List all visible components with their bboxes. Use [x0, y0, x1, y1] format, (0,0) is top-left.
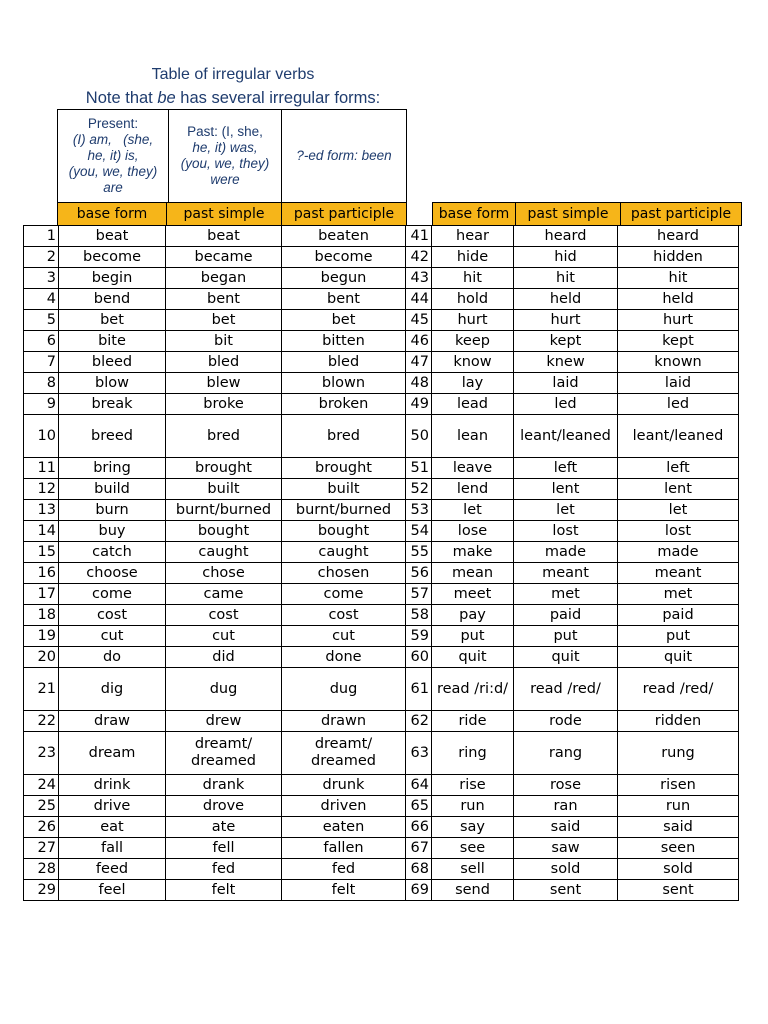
left-past-participle-cell: burnt/burned [282, 500, 406, 521]
right-number-cell: 45 [406, 310, 432, 331]
right-number-cell: 47 [406, 352, 432, 373]
right-past-simple-cell: leant/leaned [514, 415, 618, 458]
left-number-cell: 14 [24, 521, 59, 542]
right-number-cell: 55 [406, 542, 432, 563]
table-row [24, 373, 739, 394]
right-base-form-cell: keep [432, 331, 514, 352]
left-base-form-cell: eat [59, 817, 166, 838]
header-row-left [57, 202, 407, 226]
left-number-cell: 6 [24, 331, 59, 352]
right-base-form-cell: lean [432, 415, 514, 458]
table-row [24, 310, 739, 331]
ed-form-value: been [361, 148, 392, 163]
right-base-form-cell: lend [432, 479, 514, 500]
right-number-cell: 46 [406, 331, 432, 352]
table-title: Table of irregular verbs [151, 66, 315, 83]
right-number-cell: 60 [406, 647, 432, 668]
right-past-simple-cell: rode [514, 711, 618, 732]
table-row [24, 838, 739, 859]
left-number-cell: 10 [24, 415, 59, 458]
table-row [24, 352, 739, 373]
right-number-cell: 68 [406, 859, 432, 880]
left-number-cell: 9 [24, 394, 59, 415]
table-row [24, 268, 739, 289]
left-number-cell: 26 [24, 817, 59, 838]
left-past-participle-cell: done [282, 647, 406, 668]
left-base-form-cell: bring [59, 458, 166, 479]
left-base-form-cell: become [59, 247, 166, 268]
right-past-simple-cell: knew [514, 352, 618, 373]
right-past-simple-cell: met [514, 584, 618, 605]
left-base-form-cell: drive [59, 796, 166, 817]
right-base-form-cell: mean [432, 563, 514, 584]
left-base-form-cell: dig [59, 668, 166, 711]
right-past-simple-cell: paid [514, 605, 618, 626]
right-past-participle-cell: heard [618, 226, 739, 247]
left-past-participle-cell: cost [282, 605, 406, 626]
left-number-cell: 22 [24, 711, 59, 732]
left-number-cell: 13 [24, 500, 59, 521]
right-base-form-cell: see [432, 838, 514, 859]
be-past-cell [169, 110, 282, 203]
left-past-participle-cell: fallen [282, 838, 406, 859]
right-number-cell: 49 [406, 394, 432, 415]
right-number-cell: 62 [406, 711, 432, 732]
left-number-cell: 16 [24, 563, 59, 584]
left-number-cell: 5 [24, 310, 59, 331]
right-base-form-cell: hold [432, 289, 514, 310]
right-past-participle-cell: lent [618, 479, 739, 500]
right-number-cell: 66 [406, 817, 432, 838]
present-i-am: (I) am, [72, 132, 112, 147]
left-base-form-cell: build [59, 479, 166, 500]
left-past-simple-cell: beat [166, 226, 282, 247]
present-you-we-they: (you, we, they) [68, 164, 158, 179]
left-base-form-cell: catch [59, 542, 166, 563]
header-past-simple: past simple [516, 203, 621, 226]
left-past-simple-cell: brought [166, 458, 282, 479]
left-past-simple-cell: did [166, 647, 282, 668]
left-past-simple-cell: bled [166, 352, 282, 373]
left-past-simple-cell: bought [166, 521, 282, 542]
right-past-participle-cell: lost [618, 521, 739, 542]
right-base-form-cell: make [432, 542, 514, 563]
right-number-cell: 64 [406, 775, 432, 796]
right-past-participle-cell: sold [618, 859, 739, 880]
left-base-form-cell: bet [59, 310, 166, 331]
table-row [24, 732, 739, 775]
left-number-cell: 20 [24, 647, 59, 668]
left-past-participle-cell: chosen [282, 563, 406, 584]
present-she: (she, [123, 132, 154, 147]
left-past-simple-cell: dug [166, 668, 282, 711]
left-base-form-cell: bleed [59, 352, 166, 373]
right-base-form-cell: ring [432, 732, 514, 775]
right-number-cell: 69 [406, 880, 432, 901]
right-past-participle-cell: seen [618, 838, 739, 859]
right-past-participle-cell: laid [618, 373, 739, 394]
right-past-simple-cell: made [514, 542, 618, 563]
right-past-simple-cell: hurt [514, 310, 618, 331]
right-base-form-cell: know [432, 352, 514, 373]
left-past-simple-cell: cut [166, 626, 282, 647]
right-number-cell: 67 [406, 838, 432, 859]
table-row [24, 542, 739, 563]
right-past-simple-cell: hit [514, 268, 618, 289]
left-past-participle-cell: brought [282, 458, 406, 479]
left-past-participle-cell: dreamt/ dreamed [282, 732, 406, 775]
table-row [24, 458, 739, 479]
left-base-form-cell: beat [59, 226, 166, 247]
right-base-form-cell: put [432, 626, 514, 647]
table-row [24, 775, 739, 796]
left-number-cell: 18 [24, 605, 59, 626]
left-past-simple-cell: drew [166, 711, 282, 732]
left-base-form-cell: choose [59, 563, 166, 584]
right-past-participle-cell: meant [618, 563, 739, 584]
table-row [24, 331, 739, 352]
right-past-simple-cell: ran [514, 796, 618, 817]
right-past-participle-cell: let [618, 500, 739, 521]
left-past-participle-cell: bought [282, 521, 406, 542]
right-number-cell: 58 [406, 605, 432, 626]
right-past-participle-cell: hit [618, 268, 739, 289]
table-row [24, 626, 739, 647]
table-row [24, 500, 739, 521]
right-base-form-cell: sell [432, 859, 514, 880]
right-base-form-cell: hear [432, 226, 514, 247]
table-row [24, 880, 739, 901]
table-row [24, 859, 739, 880]
right-base-form-cell: quit [432, 647, 514, 668]
be-forms-table [57, 109, 407, 203]
left-past-simple-cell: came [166, 584, 282, 605]
right-base-form-cell: hurt [432, 310, 514, 331]
left-number-cell: 3 [24, 268, 59, 289]
right-number-cell: 52 [406, 479, 432, 500]
left-past-simple-cell: bet [166, 310, 282, 331]
table-row [24, 584, 739, 605]
left-base-form-cell: burn [59, 500, 166, 521]
left-number-cell: 29 [24, 880, 59, 901]
past-he-it-was: he, it) was, [192, 140, 258, 155]
table-row [24, 289, 739, 310]
right-past-simple-cell: lost [514, 521, 618, 542]
left-number-cell: 4 [24, 289, 59, 310]
left-past-simple-cell: fell [166, 838, 282, 859]
past-you-we-they: (you, we, they) [180, 156, 270, 171]
left-base-form-cell: breed [59, 415, 166, 458]
right-base-form-cell: say [432, 817, 514, 838]
left-past-simple-cell: fed [166, 859, 282, 880]
right-number-cell: 63 [406, 732, 432, 775]
present-he-it-is: he, it) is, [87, 148, 139, 163]
left-number-cell: 15 [24, 542, 59, 563]
left-past-participle-cell: drawn [282, 711, 406, 732]
table-row [24, 415, 739, 458]
right-number-cell: 59 [406, 626, 432, 647]
right-base-form-cell: send [432, 880, 514, 901]
left-past-simple-cell: broke [166, 394, 282, 415]
table-subtitle [0, 89, 466, 108]
right-base-form-cell: lay [432, 373, 514, 394]
right-past-simple-cell: led [514, 394, 618, 415]
right-base-form-cell: meet [432, 584, 514, 605]
right-number-cell: 54 [406, 521, 432, 542]
present-line [60, 132, 166, 148]
right-base-form-cell: hide [432, 247, 514, 268]
right-number-cell: 48 [406, 373, 432, 394]
right-number-cell: 53 [406, 500, 432, 521]
right-base-form-cell: lose [432, 521, 514, 542]
right-past-simple-cell: sold [514, 859, 618, 880]
left-past-simple-cell: built [166, 479, 282, 500]
table-row [24, 226, 739, 247]
left-past-simple-cell: bit [166, 331, 282, 352]
right-number-cell: 51 [406, 458, 432, 479]
right-past-participle-cell: hurt [618, 310, 739, 331]
right-base-form-cell: hit [432, 268, 514, 289]
table-row [24, 394, 739, 415]
left-number-cell: 17 [24, 584, 59, 605]
left-past-simple-cell: drank [166, 775, 282, 796]
right-past-simple-cell: read /red/ [514, 668, 618, 711]
right-past-participle-cell: ridden [618, 711, 739, 732]
table-row [24, 796, 739, 817]
left-number-cell: 24 [24, 775, 59, 796]
right-past-simple-cell: laid [514, 373, 618, 394]
left-number-cell: 21 [24, 668, 59, 711]
right-number-cell: 43 [406, 268, 432, 289]
left-number-cell: 8 [24, 373, 59, 394]
left-base-form-cell: feed [59, 859, 166, 880]
left-number-cell: 2 [24, 247, 59, 268]
right-past-participle-cell: met [618, 584, 739, 605]
table-row [24, 479, 739, 500]
left-base-form-cell: fall [59, 838, 166, 859]
left-past-simple-cell: began [166, 268, 282, 289]
right-past-simple-cell: said [514, 817, 618, 838]
left-past-participle-cell: felt [282, 880, 406, 901]
left-number-cell: 25 [24, 796, 59, 817]
left-base-form-cell: drink [59, 775, 166, 796]
left-past-participle-cell: fed [282, 859, 406, 880]
left-past-participle-cell: bent [282, 289, 406, 310]
table-row [24, 817, 739, 838]
left-past-simple-cell: drove [166, 796, 282, 817]
left-past-participle-cell: built [282, 479, 406, 500]
left-past-participle-cell: drunk [282, 775, 406, 796]
right-number-cell: 61 [406, 668, 432, 711]
left-past-simple-cell: felt [166, 880, 282, 901]
right-past-participle-cell: quit [618, 647, 739, 668]
verbs-table [23, 225, 739, 901]
left-base-form-cell: cut [59, 626, 166, 647]
left-base-form-cell: blow [59, 373, 166, 394]
left-past-participle-cell: bred [282, 415, 406, 458]
left-base-form-cell: come [59, 584, 166, 605]
left-base-form-cell: bend [59, 289, 166, 310]
left-past-simple-cell: bent [166, 289, 282, 310]
ed-form-label: ?-ed form: [296, 148, 362, 163]
past-were: were [210, 172, 240, 187]
left-number-cell: 7 [24, 352, 59, 373]
right-past-participle-cell: sent [618, 880, 739, 901]
right-past-simple-cell: held [514, 289, 618, 310]
right-past-participle-cell: rung [618, 732, 739, 775]
left-base-form-cell: do [59, 647, 166, 668]
right-base-form-cell: rise [432, 775, 514, 796]
left-past-participle-cell: beaten [282, 226, 406, 247]
right-past-simple-cell: kept [514, 331, 618, 352]
right-past-simple-cell: rose [514, 775, 618, 796]
table-row [24, 521, 739, 542]
left-past-participle-cell: bled [282, 352, 406, 373]
be-present-cell [58, 110, 169, 203]
left-number-cell: 23 [24, 732, 59, 775]
right-past-simple-cell: let [514, 500, 618, 521]
right-past-participle-cell: leant/leaned [618, 415, 739, 458]
table-row [24, 563, 739, 584]
right-past-simple-cell: meant [514, 563, 618, 584]
right-number-cell: 41 [406, 226, 432, 247]
left-past-participle-cell: begun [282, 268, 406, 289]
right-past-participle-cell: put [618, 626, 739, 647]
right-number-cell: 57 [406, 584, 432, 605]
table-row [24, 247, 739, 268]
header-base-form: base form [433, 203, 516, 226]
table-row [24, 605, 739, 626]
left-past-participle-cell: caught [282, 542, 406, 563]
subtitle-text-end: has several irregular forms: [175, 89, 381, 107]
right-past-participle-cell: left [618, 458, 739, 479]
right-past-simple-cell: lent [514, 479, 618, 500]
right-base-form-cell: lead [432, 394, 514, 415]
left-past-participle-cell: become [282, 247, 406, 268]
left-base-form-cell: begin [59, 268, 166, 289]
right-base-form-cell: let [432, 500, 514, 521]
past-heading: Past: (I, she, [187, 124, 263, 139]
right-number-cell: 65 [406, 796, 432, 817]
right-past-simple-cell: saw [514, 838, 618, 859]
left-base-form-cell: buy [59, 521, 166, 542]
left-number-cell: 19 [24, 626, 59, 647]
left-past-participle-cell: bitten [282, 331, 406, 352]
table-row [24, 711, 739, 732]
left-base-form-cell: draw [59, 711, 166, 732]
header-past-participle: past participle [282, 203, 407, 226]
right-past-participle-cell: risen [618, 775, 739, 796]
subtitle-be: be [157, 89, 176, 107]
left-past-simple-cell: dreamt/ dreamed [166, 732, 282, 775]
left-past-participle-cell: dug [282, 668, 406, 711]
right-base-form-cell: ride [432, 711, 514, 732]
left-base-form-cell: bite [59, 331, 166, 352]
left-past-participle-cell: bet [282, 310, 406, 331]
header-past-simple: past simple [167, 203, 282, 226]
right-past-participle-cell: held [618, 289, 739, 310]
right-past-simple-cell: heard [514, 226, 618, 247]
right-base-form-cell: pay [432, 605, 514, 626]
left-past-simple-cell: blew [166, 373, 282, 394]
right-past-participle-cell: kept [618, 331, 739, 352]
right-past-simple-cell: left [514, 458, 618, 479]
right-past-participle-cell: known [618, 352, 739, 373]
left-past-participle-cell: come [282, 584, 406, 605]
right-base-form-cell: read /ri:d/ [432, 668, 514, 711]
left-number-cell: 11 [24, 458, 59, 479]
left-number-cell: 28 [24, 859, 59, 880]
right-number-cell: 44 [406, 289, 432, 310]
right-past-participle-cell: read /red/ [618, 668, 739, 711]
right-number-cell: 42 [406, 247, 432, 268]
right-past-participle-cell: hidden [618, 247, 739, 268]
right-past-participle-cell: led [618, 394, 739, 415]
left-number-cell: 1 [24, 226, 59, 247]
left-past-simple-cell: cost [166, 605, 282, 626]
right-past-simple-cell: hid [514, 247, 618, 268]
right-past-simple-cell: put [514, 626, 618, 647]
right-past-participle-cell: said [618, 817, 739, 838]
right-number-cell: 56 [406, 563, 432, 584]
left-past-simple-cell: became [166, 247, 282, 268]
left-past-simple-cell: bred [166, 415, 282, 458]
right-base-form-cell: leave [432, 458, 514, 479]
left-past-simple-cell: ate [166, 817, 282, 838]
table-row [24, 668, 739, 711]
left-base-form-cell: break [59, 394, 166, 415]
left-number-cell: 27 [24, 838, 59, 859]
right-base-form-cell: run [432, 796, 514, 817]
right-past-participle-cell: made [618, 542, 739, 563]
header-past-participle: past participle [621, 203, 742, 226]
present-heading: Present: [87, 116, 139, 131]
left-base-form-cell: feel [59, 880, 166, 901]
header-base-form: base form [58, 203, 167, 226]
left-base-form-cell: dream [59, 732, 166, 775]
subtitle-text: Note that [85, 89, 158, 107]
be-ed-cell [282, 110, 407, 203]
left-past-simple-cell: burnt/burned [166, 500, 282, 521]
left-past-participle-cell: driven [282, 796, 406, 817]
table-row [24, 647, 739, 668]
right-past-participle-cell: run [618, 796, 739, 817]
header-row-right [432, 202, 742, 226]
left-past-simple-cell: chose [166, 563, 282, 584]
right-past-simple-cell: rang [514, 732, 618, 775]
left-number-cell: 12 [24, 479, 59, 500]
left-past-participle-cell: cut [282, 626, 406, 647]
left-past-participle-cell: blown [282, 373, 406, 394]
left-base-form-cell: cost [59, 605, 166, 626]
right-past-participle-cell: paid [618, 605, 739, 626]
right-number-cell: 50 [406, 415, 432, 458]
left-past-simple-cell: caught [166, 542, 282, 563]
left-past-participle-cell: broken [282, 394, 406, 415]
right-past-simple-cell: sent [514, 880, 618, 901]
present-are: are [103, 180, 123, 195]
right-past-simple-cell: quit [514, 647, 618, 668]
left-past-participle-cell: eaten [282, 817, 406, 838]
